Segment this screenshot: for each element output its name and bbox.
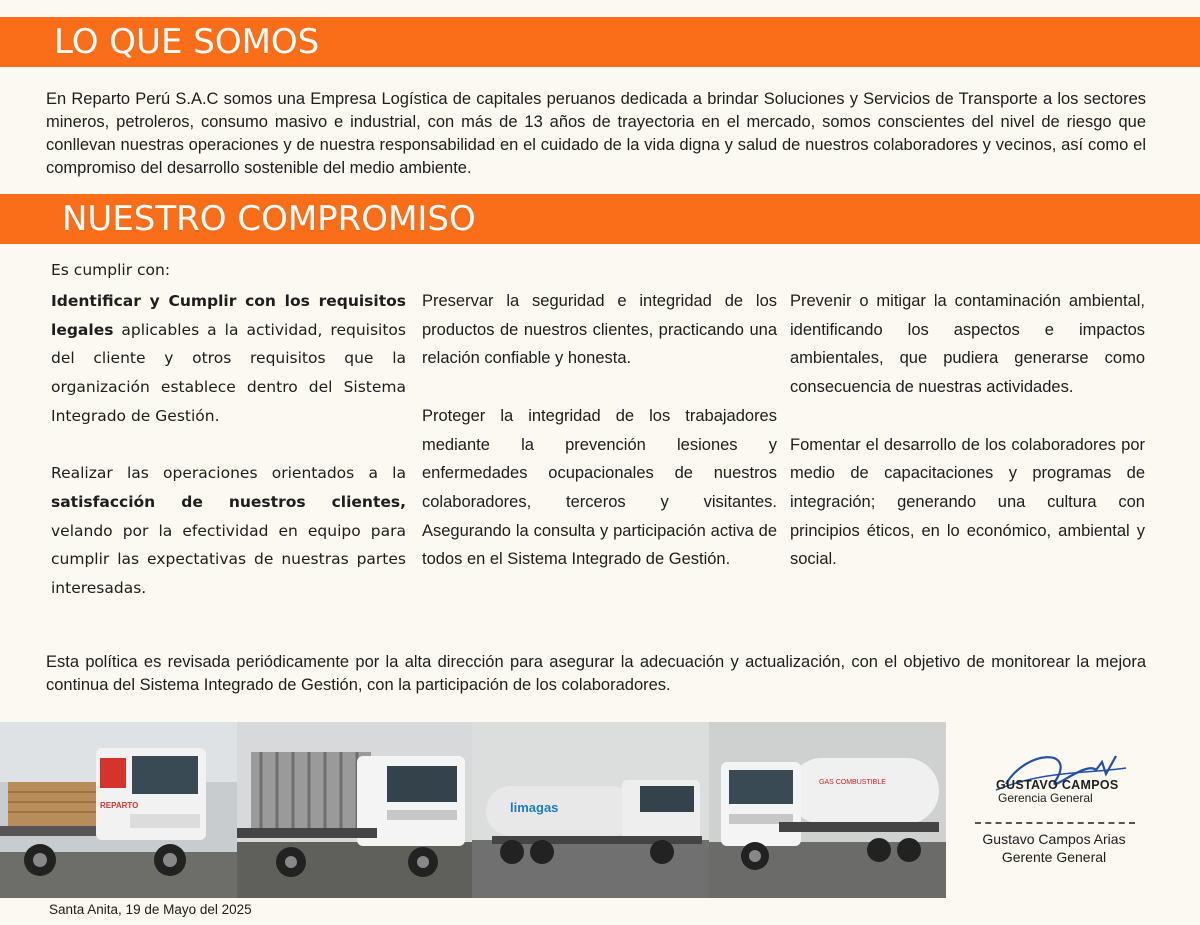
truck-photo-limagas bbox=[472, 722, 709, 898]
commitment-worker-safety: Proteger la integridad de los trabajadores mediante la prevención lesiones y enfermedades ocupacionales de nuestros colaboradores, terceros y visitantes. Asegurando la consulta y participación activa de todos en el Sistema Integrado de Gestión. bbox=[422, 406, 777, 569]
issue-date: Santa Anita, 19 de Mayo del 2025 bbox=[49, 902, 252, 917]
commitment-product-safety: Preservar la seguridad e integridad de los productos de nuestros clientes, practicando una relación confiable y honesta. bbox=[422, 292, 777, 368]
section-header-lo-que-somos: LO QUE SOMOS bbox=[0, 17, 1200, 67]
commitment-column-2 bbox=[422, 287, 777, 603]
commitment-environment: Prevenir o mitigar la contaminación ambiental, identificando los aspectos e impactos ambientales, que pudiera generarse como consecuencia de nuestras actividades. bbox=[790, 292, 1145, 397]
signature-stamp-title: Gerencia General bbox=[998, 791, 1093, 805]
commitment-client-bold: satisfacción de nuestros clientes, bbox=[51, 492, 406, 511]
truck-photo-cylinders bbox=[237, 722, 472, 898]
truck-photo-tanker bbox=[709, 722, 946, 898]
signatory-title: Gerente General bbox=[1001, 849, 1107, 865]
svg-text:limagas: limagas bbox=[510, 800, 559, 815]
commitment-legal-requirements bbox=[51, 287, 406, 431]
commitment-column-1 bbox=[51, 287, 406, 631]
policy-review-paragraph: Esta política es revisada periódicamente por la alta dirección para asegurar la adecuación y actualización, con el objetivo de monitorear la mejora continua del Sistema Integrado de Gestión, con la participación de los colaboradores. bbox=[46, 653, 1146, 694]
svg-text:REPARTO: REPARTO bbox=[100, 801, 139, 810]
commitment-column-3 bbox=[790, 287, 1145, 603]
svg-text:GAS COMBUSTIBLE: GAS COMBUSTIBLE bbox=[819, 779, 886, 786]
commitment-development: Fomentar el desarrollo de los colaboradores por medio de capacitaciones y programas de integración; generando una cultura con principios éticos, en lo económico, ambiental y social. bbox=[790, 435, 1145, 569]
section-header-nuestro-compromiso: NUESTRO COMPROMISO bbox=[0, 194, 1200, 244]
signature-stamp-name: GUSTAVO CAMPOS bbox=[996, 778, 1119, 792]
commitment-client-start: Realizar las operaciones orientados a la bbox=[51, 464, 406, 483]
signature-line bbox=[975, 822, 1135, 824]
truck-photo-cement bbox=[0, 722, 237, 898]
commitment-intro: Es cumplir con: bbox=[51, 261, 171, 279]
commitment-client-satisfaction bbox=[51, 459, 406, 603]
commitment-legal-rest: aplicables a la actividad, requisitos del cliente y otros requisitos que la organización establece dentro del Sistema Integrado de Gestión. bbox=[51, 320, 406, 425]
signatory-name: Gustavo Campos Arias bbox=[982, 831, 1126, 847]
commitment-client-rest: velando por la efectividad en equipo para cumplir las expectativas de nuestras partes interesadas. bbox=[51, 521, 406, 598]
commitment-legal-bold: Identificar y Cumplir con los requisitos legales bbox=[51, 292, 406, 339]
about-paragraph: En Reparto Perú S.A.C somos una Empresa Logística de capitales peruanos dedicada a brindar Soluciones y Servicios de Transporte a los sectores mineros, petroleros, consumo masivo e industrial, con más de 13 años de trayectoria en el mercado, somos conscientes del nivel de riesgo que conllevan nuestras operaciones y de nuestra responsabilidad en el cuidado de la vida digna y salud de nuestros colaboradores y vecinos, así como el compromiso del desarrollo sostenible del medio ambiente. bbox=[46, 90, 1146, 177]
